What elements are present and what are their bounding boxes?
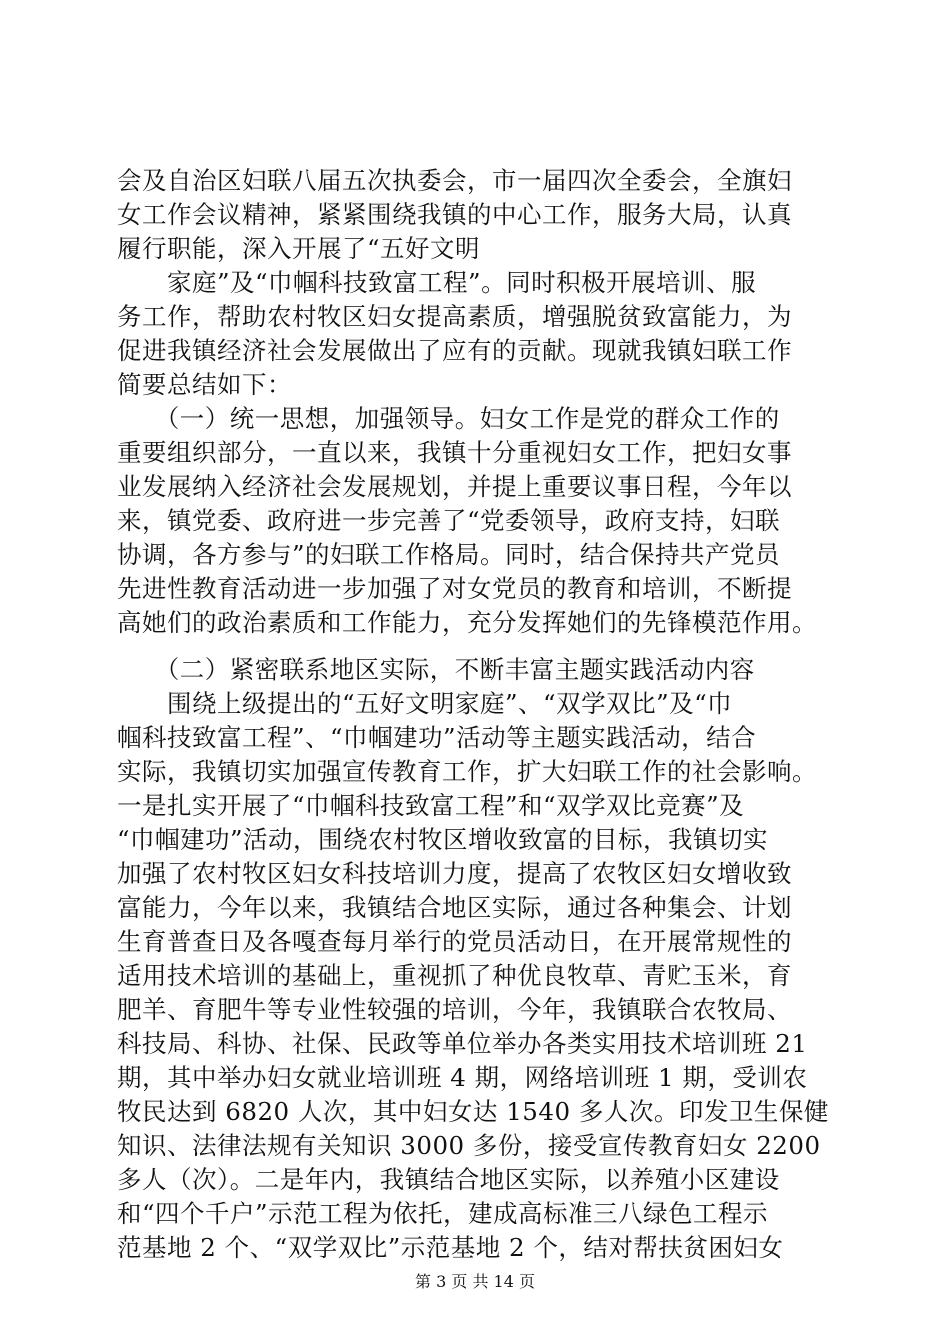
text-line: 来，镇党委、政府进一步完善了“党委领导，政府支持，妇联 [117,506,781,535]
text-line: 业发展纳入经济社会发展规划，并提上重要议事日程，今年以 [117,472,792,501]
page-footer: 第 3 页 共 14 页 [415,1272,535,1291]
section-heading: （二）紧密联系地区实际，不断丰富主题实践活动内容 [117,655,755,684]
text-line: 高她们的政治素质和工作能力，充分发挥她们的先锋模范作用。 [117,608,817,637]
text-line: 科技局、科协、社保、民政等单位举办各类实用技术培训班 21 [117,1029,808,1058]
text-line: 协调，各方参与”的妇联工作格局。同时，结合保持共产党员 [117,540,781,569]
text-line: 先进性教育活动进一步加强了对女党员的教育和培训，不断提 [117,574,792,603]
text-line: 家庭”及“巾帼科技致富工程”。同时积极开展培训、服 [117,268,757,297]
text-line: 范基地 2 个、“双学双比”示范基地 2 个，结对帮扶贫困妇女 [117,1233,784,1262]
text-line: 会及自治区妇联八届五次执委会，市一届四次全委会，全旗妇 [117,166,792,195]
text-line: 多人（次）。二是年内，我镇结合地区实际，以养殖小区建设 [117,1165,780,1194]
text-line: 生育普查日及各嘎查每月举行的党员活动日，在开展常规性的 [117,927,792,956]
text-line: 简要总结如下： [117,370,292,399]
text-line: 实际，我镇切实加强宣传教育工作，扩大妇联工作的社会影响。 [117,757,817,786]
text-line: 肥羊、育肥牛等专业性较强的培训，今年，我镇联合农牧局、 [117,995,792,1024]
text-line: 履行职能，深入开展了“五好文明 [117,234,481,263]
text-line: 知识、法律法规有关知识 3000 多份，接受宣传教育妇女 2200 [117,1131,821,1160]
text-line: 帼科技致富工程”、“巾帼建功”活动等主题实践活动，结合 [117,723,757,752]
text-line: 围绕上级提出的“五好文明家庭”、“双学双比”及“巾 [117,689,733,718]
text-line: 务工作，帮助农村牧区妇女提高素质，增强脱贫致富能力，为 [117,302,792,331]
text-line: 期，其中举办妇女就业培训班 4 期，网络培训班 1 期，受训农 [117,1063,808,1092]
text-line: 和“四个千户”示范工程为依托，建成高标准三八绿色工程示 [117,1199,769,1228]
text-line: （一）统一思想，加强领导。妇女工作是党的群众工作的 [117,404,780,433]
text-line: 富能力，今年以来，我镇结合地区实际，通过各种集会、计划 [117,893,792,922]
text-line: 一是扎实开展了“巾帼科技致富工程”和“双学双比竞赛”及 [117,791,745,820]
text-line: “巾帼建功”活动，围绕农村牧区增收致富的目标，我镇切实 [117,825,769,854]
text-line: 加强了农村牧区妇女科技培训力度，提高了农牧区妇女增收致 [117,859,792,888]
text-line: 女工作会议精神，紧紧围绕我镇的中心工作，服务大局，认真 [117,200,792,229]
text-line: 重要组织部分，一直以来，我镇十分重视妇女工作，把妇女事 [117,438,792,467]
text-line: 适用技术培训的基础上，重视抓了种优良牧草、青贮玉米，育 [117,961,792,990]
text-line: 促进我镇经济社会发展做出了应有的贡献。现就我镇妇联工作 [117,336,792,365]
text-line: 牧民达到 6820 人次，其中妇女达 1540 多人次。印发卫生保健 [117,1097,829,1126]
